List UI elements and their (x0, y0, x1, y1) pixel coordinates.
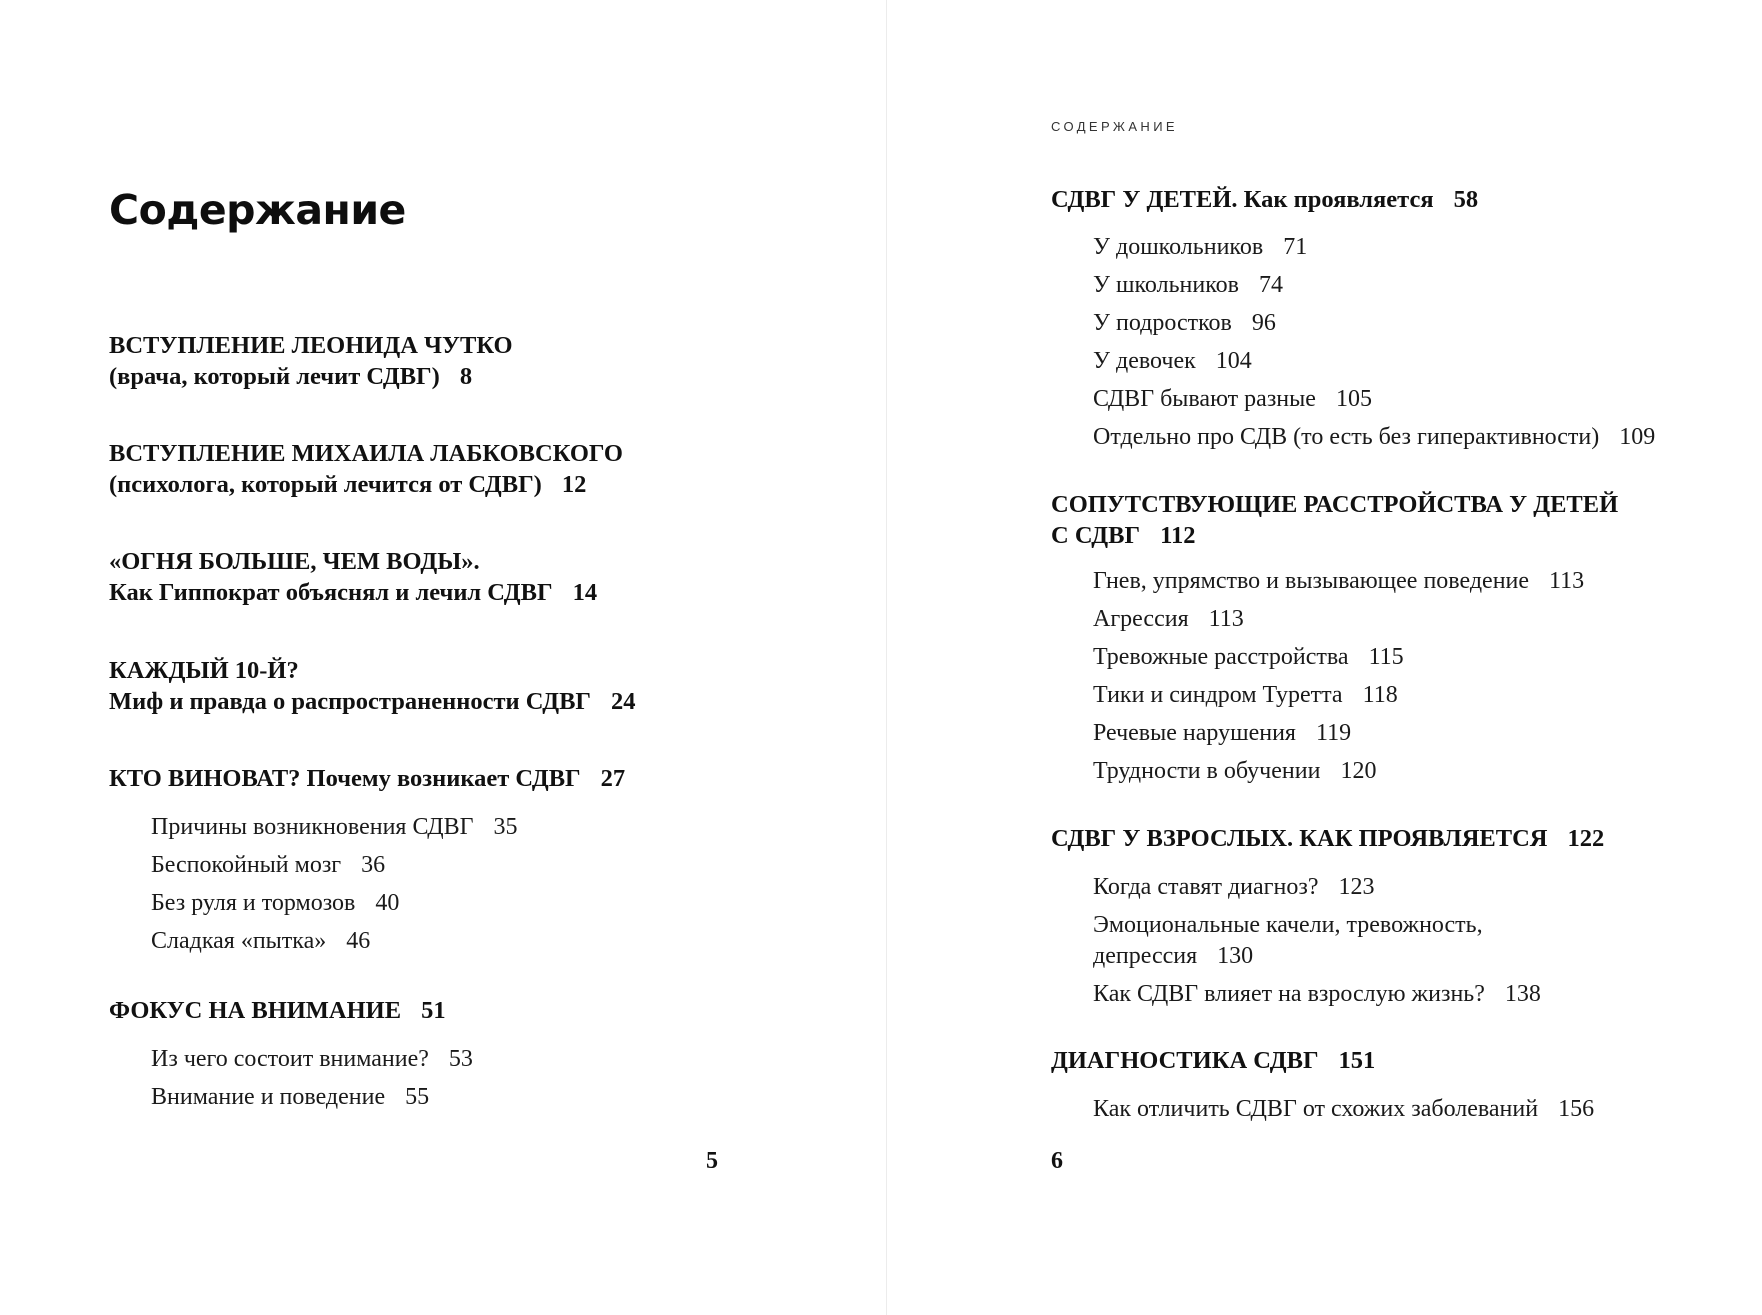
toc-page-number: 96 (1251, 310, 1276, 336)
toc-subsection-title: Когда ставят диагноз? (1093, 874, 1319, 900)
toc-page-number: 122 (1567, 825, 1605, 852)
toc-chapter (1051, 489, 1691, 551)
toc-subsection (1093, 308, 1743, 339)
toc-subsection-title: Как СДВГ влияет на взрослую жизнь? (1093, 981, 1485, 1007)
toc-chapter (1051, 823, 1691, 854)
toc-subsection (151, 812, 801, 843)
toc-page-number: 8 (459, 363, 473, 390)
toc-subsection-title: Речевые нарушения (1093, 720, 1296, 746)
toc-subsection (1093, 270, 1743, 301)
toc-subsection-title: У девочек (1093, 348, 1196, 374)
toc-subsection (1093, 232, 1743, 263)
toc-subsection-title: Трудности в обучении (1093, 758, 1321, 784)
toc-chapter-title: «ОГНЯ БОЛЬШЕ, ЧЕМ ВОДЫ». (109, 548, 480, 575)
toc-subsection-title: Сладкая «пытка» (151, 928, 327, 954)
toc-chapter (109, 995, 809, 1026)
toc-chapter-title: ВСТУПЛЕНИЕ ЛЕОНИДА ЧУТКО (109, 332, 513, 359)
toc-chapter (1051, 184, 1691, 215)
toc-subsection-title: Отдельно про СДВ (то есть без гиперактивности) (1093, 424, 1600, 450)
toc-subsection (1093, 680, 1743, 711)
toc-subsection-title: Внимание и поведение (151, 1084, 386, 1110)
toc-page-number: 51 (421, 997, 446, 1024)
page-number: 5 (706, 1148, 718, 1174)
running-head: СОДЕРЖАНИЕ (1051, 119, 1179, 134)
toc-chapter-subtitle: Как Гиппократ объяснял и лечил СДВГ (109, 579, 553, 606)
toc-chapter (1051, 1045, 1691, 1076)
toc-page-number: 36 (361, 852, 386, 878)
toc-subsection (151, 850, 801, 881)
toc-chapter (109, 763, 809, 794)
toc-chapter-title: СОПУТСТВУЮЩИЕ РАССТРОЙСТВА У ДЕТЕЙ (1051, 491, 1619, 518)
toc-subsection (1093, 422, 1743, 453)
toc-page-number: 53 (448, 1046, 473, 1072)
toc-subsection-title: Гнев, упрямство и вызывающее поведение (1093, 568, 1530, 594)
toc-page-number: 27 (600, 765, 626, 792)
toc-page-number: 58 (1453, 186, 1479, 213)
toc-chapter-subtitle: С СДВГ (1051, 522, 1141, 549)
toc-subsection-title: Тики и синдром Туретта (1093, 682, 1343, 708)
toc-page-number: 109 (1619, 424, 1656, 450)
toc-subsection-title: У школьников (1093, 272, 1239, 298)
toc-subsection-title: У подростков (1093, 310, 1232, 336)
toc-subsection (1093, 642, 1743, 673)
toc-subsection (1093, 979, 1743, 1010)
toc-subsection-title: Причины возникновения СДВГ (151, 814, 474, 840)
toc-page-number: 112 (1160, 522, 1196, 549)
toc-page-number: 46 (346, 928, 371, 954)
toc-subsection-title: Тревожные расстройства (1093, 644, 1349, 670)
toc-chapter-title: ВСТУПЛЕНИЕ МИХАИЛА ЛАБКОВСКОГО (109, 440, 623, 467)
toc-page-number: 118 (1362, 682, 1398, 708)
toc-chapter-title: КАЖДЫЙ 10-Й? (109, 657, 299, 684)
toc-subsection-title: Из чего состоит внимание? (151, 1046, 429, 1072)
toc-page-number: 113 (1549, 568, 1585, 594)
toc-chapter (109, 655, 809, 717)
page-title: Содержание (109, 186, 406, 234)
toc-chapter-subtitle: (психолога, который лечится от СДВГ) (109, 471, 542, 498)
toc-chapter-title: ДИАГНОСТИКА СДВГ (1051, 1047, 1319, 1074)
toc-subsection (1093, 872, 1743, 903)
toc-page-number: 71 (1283, 234, 1308, 260)
toc-page-number: 115 (1368, 644, 1404, 670)
toc-subsection-title: Без руля и тормозов (151, 890, 356, 916)
toc-subsection (1093, 384, 1743, 415)
toc-page-number: 105 (1335, 386, 1372, 412)
right-page (886, 0, 1762, 1315)
toc-subsection-title: СДВГ бывают разные (1093, 386, 1316, 412)
toc-chapter (109, 438, 809, 500)
toc-chapter-subtitle: Миф и правда о распространенности СДВГ (109, 688, 592, 715)
toc-subsection (1093, 604, 1743, 635)
toc-subsection (1093, 756, 1743, 787)
toc-subsection-title: Беспокойный мозг (151, 852, 342, 878)
toc-chapter-subtitle: (врача, который лечит СДВГ) (109, 363, 440, 390)
toc-page-number: 113 (1208, 606, 1244, 632)
toc-chapter-title: ФОКУС НА ВНИМАНИЕ (109, 997, 402, 1024)
toc-subsection (151, 1044, 801, 1075)
toc-page-number: 55 (405, 1084, 430, 1110)
toc-chapter-title: СДВГ У ДЕТЕЙ. Как проявляется (1051, 186, 1434, 213)
toc-page-number: 14 (572, 579, 598, 606)
toc-chapter (109, 546, 809, 608)
toc-subsection-title: Как отличить СДВГ от схожих заболеваний (1093, 1096, 1539, 1122)
toc-page-number: 24 (611, 688, 636, 715)
toc-subsection (1093, 566, 1743, 597)
toc-page-number: 74 (1258, 272, 1283, 298)
toc-subsection (1093, 910, 1743, 972)
toc-subsection-title-cont: депрессия (1093, 943, 1198, 969)
toc-subsection (1093, 346, 1743, 377)
toc-page-number: 40 (375, 890, 400, 916)
toc-subsection-title: Эмоциональные качели, тревожность, (1093, 912, 1483, 938)
toc-page-number: 12 (561, 471, 587, 498)
toc-page-number: 119 (1315, 720, 1352, 746)
toc-chapter-title: КТО ВИНОВАТ? Почему возникает СДВГ (109, 765, 581, 792)
toc-page-number: 104 (1215, 348, 1252, 374)
toc-page-number: 151 (1338, 1047, 1376, 1074)
toc-subsection-title: Агрессия (1093, 606, 1189, 632)
toc-subsection (151, 888, 801, 919)
toc-subsection-title: У дошкольников (1093, 234, 1264, 260)
toc-page-number: 156 (1558, 1096, 1595, 1122)
page-number: 6 (1051, 1148, 1063, 1174)
toc-chapter (109, 330, 809, 392)
toc-subsection (151, 926, 801, 957)
toc-subsection (1093, 718, 1743, 749)
toc-page-number: 138 (1504, 981, 1541, 1007)
toc-page-number: 120 (1340, 758, 1377, 784)
toc-subsection (1093, 1094, 1743, 1125)
toc-chapter-title: СДВГ У ВЗРОСЛЫХ. КАК ПРОЯВЛЯЕТСЯ (1051, 825, 1548, 852)
toc-page-number: 35 (493, 814, 518, 840)
toc-page-number: 130 (1217, 943, 1254, 969)
toc-page-number: 123 (1338, 874, 1375, 900)
toc-subsection (151, 1082, 801, 1113)
